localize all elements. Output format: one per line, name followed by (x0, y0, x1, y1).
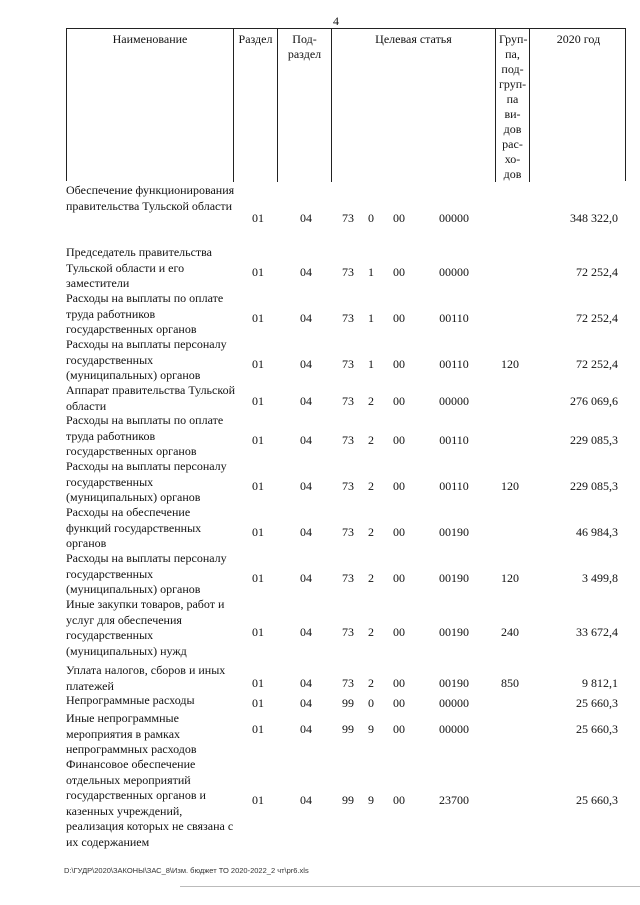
row-group: 120 (501, 571, 519, 585)
table-row (66, 459, 626, 505)
row-name: Расходы на выплаты персоналу государственных (муниципальных) органов (66, 551, 227, 596)
row-t2: 2 (368, 676, 374, 690)
row-t4: 00110 (439, 357, 469, 371)
row-amount: 72 252,4 (576, 265, 618, 279)
row-t3: 00 (393, 696, 405, 710)
row-section: 01 (252, 211, 264, 225)
row-t4: 00110 (439, 433, 469, 447)
header-expense-group: Груп-па, под-груп-па ви-дов рас-хо-дов (496, 29, 530, 182)
row-section: 01 (252, 722, 264, 736)
row-t2: 2 (368, 394, 374, 408)
row-t3: 00 (393, 394, 405, 408)
header-year: 2020 год (556, 32, 601, 46)
row-subsection: 04 (300, 211, 312, 225)
table-row (66, 245, 626, 291)
row-t2: 2 (368, 479, 374, 493)
row-section: 01 (252, 479, 264, 493)
row-t4: 00190 (439, 625, 469, 639)
row-subsection: 04 (300, 479, 312, 493)
row-amount: 46 984,3 (576, 525, 618, 539)
row-name: Расходы на выплаты персоналу государственных (муниципальных) органов (66, 337, 227, 382)
row-t2: 1 (368, 357, 374, 371)
table-row (66, 505, 626, 551)
table-row (66, 383, 626, 413)
row-t4: 00000 (439, 394, 469, 408)
row-t3: 00 (393, 357, 405, 371)
row-group: 120 (501, 479, 519, 493)
table-row (66, 597, 626, 663)
row-section: 01 (252, 357, 264, 371)
row-subsection: 04 (300, 433, 312, 447)
row-subsection: 04 (300, 525, 312, 539)
row-amount: 25 660,3 (576, 793, 618, 807)
row-amount: 9 812,1 (582, 676, 618, 690)
row-name: Финансовое обеспечение отдельных мероприятий государственных органов и казенных учреждений, реализация которых не связана с их содержанием (66, 757, 234, 849)
row-name: Уплата налогов, сборов и иных платежей (66, 663, 226, 693)
row-t4: 00000 (439, 696, 469, 710)
table-row (66, 183, 626, 245)
row-section: 01 (252, 793, 264, 807)
row-amount: 72 252,4 (576, 311, 618, 325)
row-t2: 2 (368, 625, 374, 639)
row-section: 01 (252, 625, 264, 639)
row-t1: 99 (342, 696, 354, 710)
row-amount: 348 322,0 (570, 211, 618, 225)
row-t1: 73 (342, 311, 354, 325)
row-name: Расходы на выплаты по оплате труда работников государственных органов (66, 413, 224, 458)
header-name: Наименование (67, 29, 234, 182)
row-t4: 00190 (439, 676, 469, 690)
page-number: 4 (333, 14, 339, 28)
table-row (66, 757, 626, 847)
table-row (66, 413, 626, 459)
row-section: 01 (252, 394, 264, 408)
row-name: Расходы на выплаты по оплате труда работников государственных органов (66, 291, 224, 336)
row-t1: 99 (342, 793, 354, 807)
row-section: 01 (252, 571, 264, 585)
row-t4: 00110 (439, 479, 469, 493)
row-t1: 73 (342, 525, 354, 539)
row-amount: 33 672,4 (576, 625, 618, 639)
row-section: 01 (252, 696, 264, 710)
header-subsection: Под-раздел (278, 29, 332, 182)
row-t1: 73 (342, 479, 354, 493)
row-name: Расходы на обеспечение функций государственных органов (66, 505, 202, 550)
table-row (66, 291, 626, 337)
row-t3: 00 (393, 676, 405, 690)
row-section: 01 (252, 265, 264, 279)
row-subsection: 04 (300, 793, 312, 807)
row-section: 01 (252, 433, 264, 447)
row-t2: 9 (368, 793, 374, 807)
row-name: Обеспечение функционирования правительства Тульской области (66, 183, 235, 213)
row-t1: 73 (342, 571, 354, 585)
row-amount: 276 069,6 (570, 394, 618, 408)
row-t3: 00 (393, 479, 405, 493)
row-section: 01 (252, 676, 264, 690)
row-t4: 00000 (439, 211, 469, 225)
header-target-item: Целевая статья (332, 29, 496, 182)
header-section: Раздел (234, 29, 278, 182)
row-t3: 00 (393, 571, 405, 585)
row-t2: 1 (368, 265, 374, 279)
row-name: Иные непрограммные мероприятия в рамках непрограммных расходов (66, 711, 197, 756)
row-t4: 00000 (439, 722, 469, 736)
row-t3: 00 (393, 311, 405, 325)
row-t3: 00 (393, 793, 405, 807)
row-amount: 229 085,3 (570, 433, 618, 447)
row-name: Председатель правительства Тульской области и его заместители (66, 245, 213, 290)
row-t3: 00 (393, 265, 405, 279)
row-t2: 0 (368, 211, 374, 225)
row-amount: 3 499,8 (582, 571, 618, 585)
row-t1: 73 (342, 265, 354, 279)
table-row (66, 693, 626, 711)
row-t2: 2 (368, 525, 374, 539)
row-t3: 00 (393, 625, 405, 639)
row-t1: 73 (342, 625, 354, 639)
row-amount: 25 660,3 (576, 722, 618, 736)
row-amount: 229 085,3 (570, 479, 618, 493)
row-group: 850 (501, 676, 519, 690)
row-subsection: 04 (300, 676, 312, 690)
row-amount: 25 660,3 (576, 696, 618, 710)
table-row (66, 337, 626, 383)
row-t1: 73 (342, 357, 354, 371)
row-t4: 00000 (439, 265, 469, 279)
row-t3: 00 (393, 525, 405, 539)
row-t1: 73 (342, 394, 354, 408)
row-t3: 00 (393, 722, 405, 736)
row-subsection: 04 (300, 625, 312, 639)
row-subsection: 04 (300, 394, 312, 408)
row-subsection: 04 (300, 696, 312, 710)
table-row (66, 711, 626, 757)
footer-divider (180, 886, 640, 887)
row-t2: 2 (368, 433, 374, 447)
table-row (66, 551, 626, 597)
row-t2: 9 (368, 722, 374, 736)
row-group: 120 (501, 357, 519, 371)
row-t4: 00110 (439, 311, 469, 325)
row-group: 240 (501, 625, 519, 639)
row-amount: 72 252,4 (576, 357, 618, 371)
row-t4: 00190 (439, 571, 469, 585)
row-t1: 73 (342, 676, 354, 690)
table-row (66, 663, 626, 693)
row-subsection: 04 (300, 265, 312, 279)
row-t2: 1 (368, 311, 374, 325)
row-subsection: 04 (300, 357, 312, 371)
row-t2: 0 (368, 696, 374, 710)
row-name: Иные закупки товаров, работ и услуг для обеспечения государственных (муниципальных) нужд (66, 597, 225, 658)
row-section: 01 (252, 311, 264, 325)
row-t2: 2 (368, 571, 374, 585)
row-section: 01 (252, 525, 264, 539)
row-subsection: 04 (300, 311, 312, 325)
row-name: Расходы на выплаты персоналу государственных (муниципальных) органов (66, 459, 227, 504)
row-name: Непрограммные расходы (66, 693, 195, 707)
row-subsection: 04 (300, 722, 312, 736)
row-t1: 73 (342, 211, 354, 225)
row-subsection: 04 (300, 571, 312, 585)
footer-file-path: D:\ГУДР\2020\ЗАКОНЫ\ЗАС_8\Изм. бюджет ТО 2020-2022_2 чт\pr6.xls (64, 866, 309, 875)
row-t3: 00 (393, 211, 405, 225)
row-name: Аппарат правительства Тульской области (66, 383, 236, 413)
table-header (66, 28, 626, 181)
row-t3: 00 (393, 433, 405, 447)
row-t4: 23700 (439, 793, 469, 807)
row-t1: 99 (342, 722, 354, 736)
row-t4: 00190 (439, 525, 469, 539)
row-t1: 73 (342, 433, 354, 447)
